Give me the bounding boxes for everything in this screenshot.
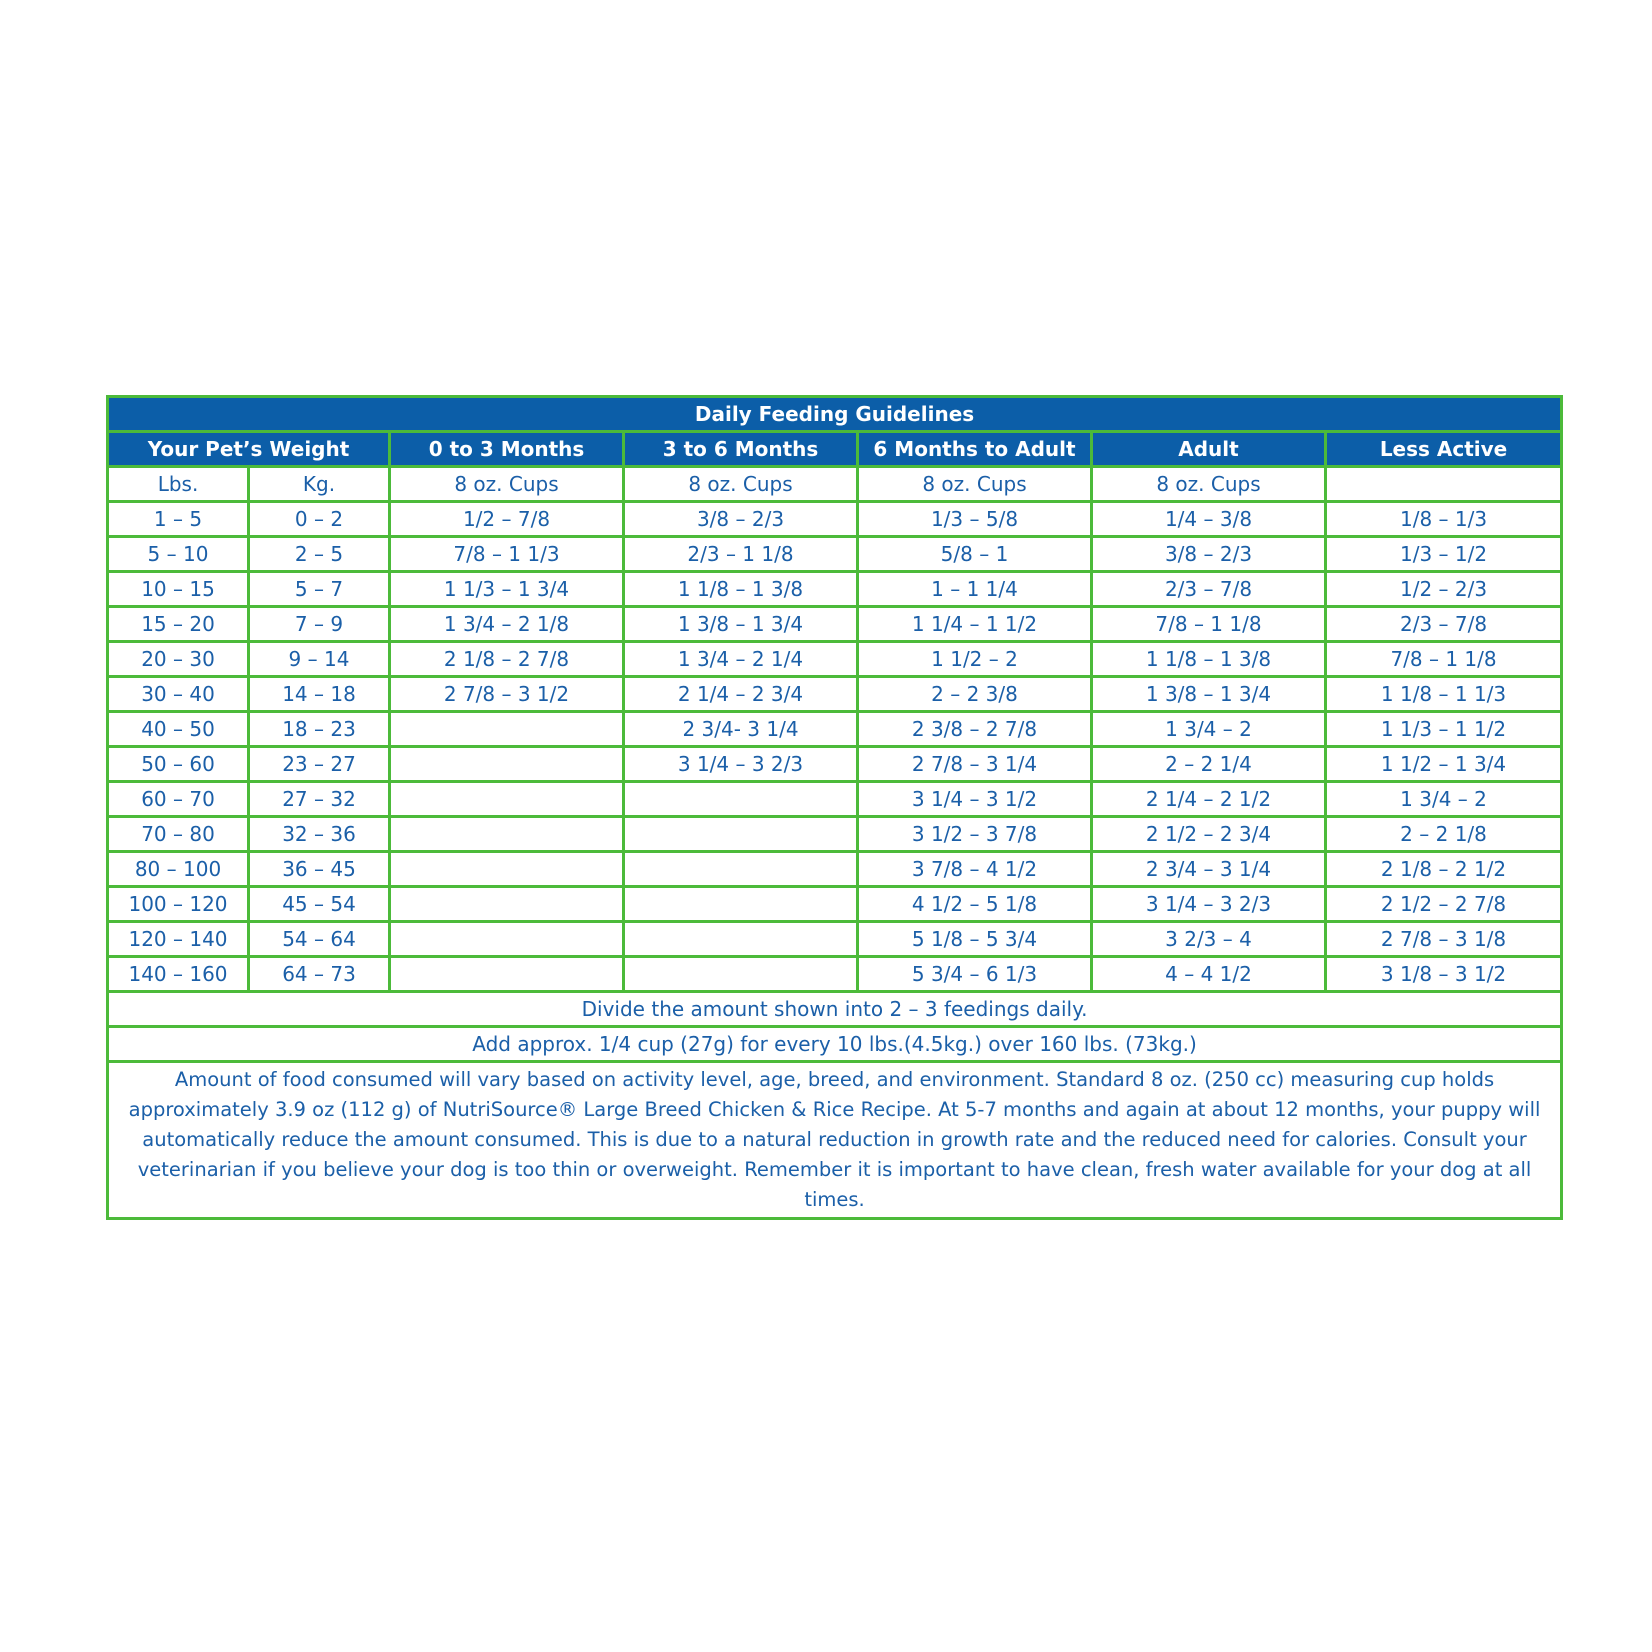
cups-3-6-months-cell (624, 957, 858, 992)
weight-kg-cell: 54 – 64 (249, 922, 390, 957)
cups-0-3-months-cell (390, 957, 624, 992)
note-disclaimer: Amount of food consumed will vary based on activity level, age, breed, and environment. Standard 8 oz. (250 cc) measuring cup holds approximately 3.9 oz (112 g) of NutriSource® Large Breed Chicken & Rice Recipe. At 5-7 months and again at about 12 months, your puppy will automatically reduce the amount consumed. This is due to a natural reduction in growth rate and the reduced need for calories. Consult your veterinarian if you believe your dog is too thin or overweight. Remember it is important to have clean, fresh water available for your dog at all times. (108, 1062, 1562, 1219)
cups-3-6-months-cell (624, 852, 858, 887)
table-row (108, 747, 1562, 782)
cups-adult-cell: 2 1/2 – 2 3/4 (1092, 817, 1326, 852)
cups-0-3-months-cell (390, 922, 624, 957)
cups-3-6-months-cell: 3 1/4 – 3 2/3 (624, 747, 858, 782)
cups-less-active-cell: 7/8 – 1 1/8 (1326, 642, 1562, 677)
weight-kg-cell: 2 – 5 (249, 537, 390, 572)
cups-0-3-months-cell: 1/2 – 7/8 (390, 502, 624, 537)
weight-kg-cell: 45 – 54 (249, 887, 390, 922)
weight-lbs-cell: 20 – 30 (108, 642, 249, 677)
unit-cups: 8 oz. Cups (858, 467, 1092, 502)
cups-3-6-months-cell: 3/8 – 2/3 (624, 502, 858, 537)
weight-lbs-cell: 5 – 10 (108, 537, 249, 572)
weight-kg-cell: 0 – 2 (249, 502, 390, 537)
table-row (108, 817, 1562, 852)
unit-lbs: Lbs. (108, 467, 249, 502)
unit-cups: 8 oz. Cups (624, 467, 858, 502)
weight-kg-cell: 32 – 36 (249, 817, 390, 852)
weight-lbs-cell: 10 – 15 (108, 572, 249, 607)
cups-0-3-months-cell (390, 782, 624, 817)
cups-0-3-months-cell (390, 887, 624, 922)
weight-lbs-cell: 80 – 100 (108, 852, 249, 887)
cups-3-6-months-cell: 2 3/4- 3 1/4 (624, 712, 858, 747)
cups-adult-cell: 1 3/4 – 2 (1092, 712, 1326, 747)
weight-kg-cell: 18 – 23 (249, 712, 390, 747)
cups-adult-cell: 3 1/4 – 3 2/3 (1092, 887, 1326, 922)
cups-3-6-months-cell: 2 1/4 – 2 3/4 (624, 677, 858, 712)
weight-lbs-cell: 30 – 40 (108, 677, 249, 712)
cups-adult-cell: 2 3/4 – 3 1/4 (1092, 852, 1326, 887)
weight-lbs-cell: 140 – 160 (108, 957, 249, 992)
cups-6-months-adult-cell: 3 7/8 – 4 1/2 (858, 852, 1092, 887)
note-row (108, 992, 1562, 1027)
cups-3-6-months-cell (624, 782, 858, 817)
table-row (108, 782, 1562, 817)
cups-0-3-months-cell: 2 1/8 – 2 7/8 (390, 642, 624, 677)
weight-kg-cell: 27 – 32 (249, 782, 390, 817)
cups-6-months-adult-cell: 1 1/4 – 1 1/2 (858, 607, 1092, 642)
weight-lbs-cell: 70 – 80 (108, 817, 249, 852)
weight-kg-cell: 5 – 7 (249, 572, 390, 607)
cups-6-months-adult-cell: 1 – 1 1/4 (858, 572, 1092, 607)
weight-kg-cell: 9 – 14 (249, 642, 390, 677)
table-row (108, 922, 1562, 957)
header-adult: Adult (1092, 432, 1326, 467)
cups-adult-cell: 4 – 4 1/2 (1092, 957, 1326, 992)
cups-3-6-months-cell (624, 817, 858, 852)
cups-6-months-adult-cell: 1/3 – 5/8 (858, 502, 1092, 537)
cups-adult-cell: 7/8 – 1 1/8 (1092, 607, 1326, 642)
cups-0-3-months-cell (390, 747, 624, 782)
weight-kg-cell: 23 – 27 (249, 747, 390, 782)
weight-kg-cell: 7 – 9 (249, 607, 390, 642)
note-feedings-daily: Divide the amount shown into 2 – 3 feedings daily. (108, 992, 1562, 1027)
cups-6-months-adult-cell: 2 7/8 – 3 1/4 (858, 747, 1092, 782)
cups-6-months-adult-cell: 5/8 – 1 (858, 537, 1092, 572)
cups-3-6-months-cell: 1 3/8 – 1 3/4 (624, 607, 858, 642)
cups-3-6-months-cell (624, 887, 858, 922)
cups-6-months-adult-cell: 3 1/4 – 3 1/2 (858, 782, 1092, 817)
unit-less-active (1326, 467, 1562, 502)
unit-kg: Kg. (249, 467, 390, 502)
cups-3-6-months-cell: 2/3 – 1 1/8 (624, 537, 858, 572)
table-row (108, 502, 1562, 537)
cups-less-active-cell: 1 3/4 – 2 (1326, 782, 1562, 817)
cups-adult-cell: 3/8 – 2/3 (1092, 537, 1326, 572)
feeding-guidelines-table (106, 395, 1563, 1220)
weight-lbs-cell: 1 – 5 (108, 502, 249, 537)
weight-lbs-cell: 15 – 20 (108, 607, 249, 642)
weight-lbs-cell: 120 – 140 (108, 922, 249, 957)
note-row (108, 1027, 1562, 1062)
weight-lbs-cell: 100 – 120 (108, 887, 249, 922)
cups-less-active-cell: 1 1/8 – 1 1/3 (1326, 677, 1562, 712)
weight-lbs-cell: 60 – 70 (108, 782, 249, 817)
cups-6-months-adult-cell: 2 – 2 3/8 (858, 677, 1092, 712)
cups-adult-cell: 2 1/4 – 2 1/2 (1092, 782, 1326, 817)
note-row (108, 1062, 1562, 1219)
cups-0-3-months-cell: 1 1/3 – 1 3/4 (390, 572, 624, 607)
table-title: Daily Feeding Guidelines (108, 397, 1562, 432)
table-row (108, 642, 1562, 677)
cups-6-months-adult-cell: 5 1/8 – 5 3/4 (858, 922, 1092, 957)
cups-0-3-months-cell (390, 817, 624, 852)
header-weight: Your Pet’s Weight (108, 432, 390, 467)
header-0-to-3-months: 0 to 3 Months (390, 432, 624, 467)
cups-less-active-cell: 2 1/2 – 2 7/8 (1326, 887, 1562, 922)
cups-less-active-cell: 3 1/8 – 3 1/2 (1326, 957, 1562, 992)
cups-3-6-months-cell: 1 3/4 – 2 1/4 (624, 642, 858, 677)
table-row (108, 537, 1562, 572)
cups-less-active-cell: 1/2 – 2/3 (1326, 572, 1562, 607)
cups-adult-cell: 3 2/3 – 4 (1092, 922, 1326, 957)
cups-less-active-cell: 2 1/8 – 2 1/2 (1326, 852, 1562, 887)
table-row (108, 852, 1562, 887)
cups-adult-cell: 2/3 – 7/8 (1092, 572, 1326, 607)
header-row (108, 432, 1562, 467)
title-row (108, 397, 1562, 432)
cups-0-3-months-cell: 2 7/8 – 3 1/2 (390, 677, 624, 712)
cups-less-active-cell: 2/3 – 7/8 (1326, 607, 1562, 642)
cups-6-months-adult-cell: 4 1/2 – 5 1/8 (858, 887, 1092, 922)
table-row (108, 607, 1562, 642)
cups-adult-cell: 1 1/8 – 1 3/8 (1092, 642, 1326, 677)
cups-less-active-cell: 1 1/3 – 1 1/2 (1326, 712, 1562, 747)
cups-less-active-cell: 1 1/2 – 1 3/4 (1326, 747, 1562, 782)
table-row (108, 957, 1562, 992)
cups-less-active-cell: 1/8 – 1/3 (1326, 502, 1562, 537)
table-row (108, 572, 1562, 607)
cups-adult-cell: 2 – 2 1/4 (1092, 747, 1326, 782)
cups-3-6-months-cell: 1 1/8 – 1 3/8 (624, 572, 858, 607)
header-less-active: Less Active (1326, 432, 1562, 467)
cups-6-months-adult-cell: 1 1/2 – 2 (858, 642, 1092, 677)
weight-kg-cell: 36 – 45 (249, 852, 390, 887)
weight-kg-cell: 64 – 73 (249, 957, 390, 992)
cups-0-3-months-cell: 7/8 – 1 1/3 (390, 537, 624, 572)
table-row (108, 712, 1562, 747)
header-6-months-to-adult: 6 Months to Adult (858, 432, 1092, 467)
units-row (108, 467, 1562, 502)
unit-cups: 8 oz. Cups (1092, 467, 1326, 502)
weight-kg-cell: 14 – 18 (249, 677, 390, 712)
note-extra-per-10-lbs: Add approx. 1/4 cup (27g) for every 10 lbs.(4.5kg.) over 160 lbs. (73kg.) (108, 1027, 1562, 1062)
cups-0-3-months-cell (390, 852, 624, 887)
cups-0-3-months-cell: 1 3/4 – 2 1/8 (390, 607, 624, 642)
cups-adult-cell: 1 3/8 – 1 3/4 (1092, 677, 1326, 712)
table-row (108, 887, 1562, 922)
cups-6-months-adult-cell: 5 3/4 – 6 1/3 (858, 957, 1092, 992)
cups-6-months-adult-cell: 3 1/2 – 3 7/8 (858, 817, 1092, 852)
cups-adult-cell: 1/4 – 3/8 (1092, 502, 1326, 537)
weight-lbs-cell: 40 – 50 (108, 712, 249, 747)
cups-6-months-adult-cell: 2 3/8 – 2 7/8 (858, 712, 1092, 747)
header-3-to-6-months: 3 to 6 Months (624, 432, 858, 467)
cups-less-active-cell: 2 – 2 1/8 (1326, 817, 1562, 852)
cups-0-3-months-cell (390, 712, 624, 747)
cups-3-6-months-cell (624, 922, 858, 957)
cups-less-active-cell: 2 7/8 – 3 1/8 (1326, 922, 1562, 957)
unit-cups: 8 oz. Cups (390, 467, 624, 502)
cups-less-active-cell: 1/3 – 1/2 (1326, 537, 1562, 572)
weight-lbs-cell: 50 – 60 (108, 747, 249, 782)
table-row (108, 677, 1562, 712)
